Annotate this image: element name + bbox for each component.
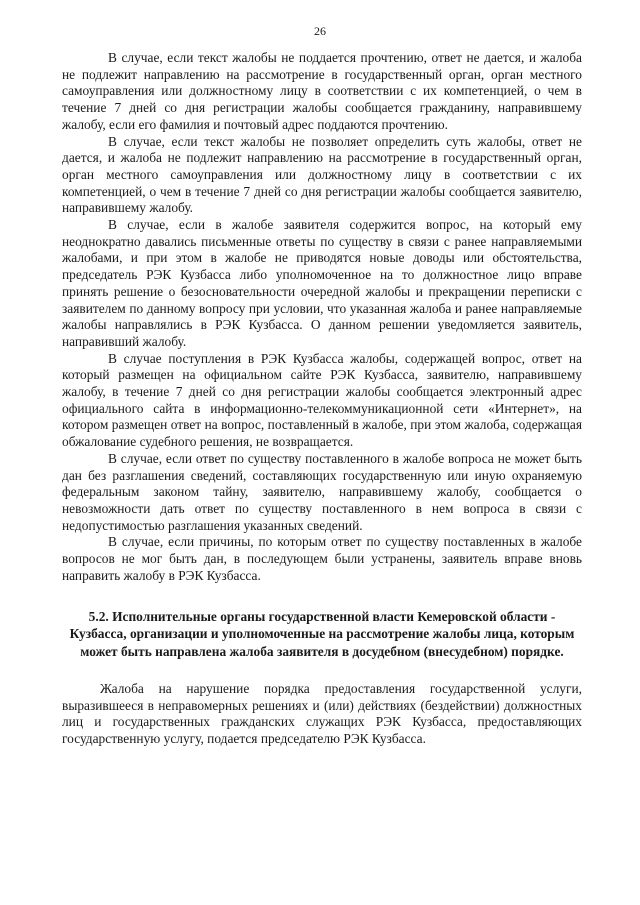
paragraph-secret-information: В случае, если ответ по существу поставленного в жалобе вопроса не может быть дан без разглашения сведений, составляющих государственную или иную охраняемую федеральным законом тайну, заявителю, направившему жалобу, сообщается о невозможности дать ответ по существу поставленного в нем вопроса в связи с недопустимостью разглашения указанных сведений. <box>62 450 582 533</box>
paragraph-undefined-essence: В случае, если текст жалобы не позволяет определить суть жалобы, ответ не дается, и жалоба не подлежит направлению на рассмотрение в государственный орган, орган местного самоуправления или должностному лицу в соответствии с их компетенцией, о чем в течение 7 дней со дня регистрации жалобы сообщается заявителю, направившему жалобу. <box>62 133 582 216</box>
section-heading: 5.2. Исполнительные органы государственной власти Кемеровской области - Кузбасса, организации и уполномоченные на рассмотрение жалобы лица, которым может быть направлена жалоба заявителя в досудебном (внесудебном) порядке. <box>69 608 575 659</box>
page-number: 26 <box>314 24 326 38</box>
paragraph-unreadable-text: В случае, если текст жалобы не поддается прочтению, ответ не дается, и жалоба не подлежит направлению на рассмотрение в государственный орган, орган местного самоуправления или должностному лицу в соответствии с их компетенцией, о чем в течение 7 дней со дня регистрации жалобы сообщается гражданину, направившему жалобу, если его фамилия и почтовый адрес поддаются прочтению. <box>62 50 582 132</box>
paragraph-reasons-eliminated: В случае, если причины, по которым ответ по существу поставленных в жалобе вопросов не мог быть дан, в последующем были устранены, заявитель вправе вновь направить жалобу в РЭК Кузбасса. <box>62 534 582 583</box>
paragraph-answer-on-website: В случае поступления в РЭК Кузбасса жалобы, содержащей вопрос, ответ на который размещен на официальном сайте РЭК Кузбасса, заявителю, направившему жалобу, в течение 7 дней со дня регистрации жалобы сообщается электронный адрес официального сайта в информационно-телекоммуникационной сети «Интернет», на котором размещен ответ на вопрос, поставленный в жалобе, при этом жалоба, содержащая обжалование судебного решения, не возвращается. <box>62 350 582 450</box>
document-body <box>62 50 582 748</box>
paragraph-repeated-question: В случае, если в жалобе заявителя содержится вопрос, на который ему неоднократно давались письменные ответы по существу в связи с ранее направляемыми жалобами, и при этом в жалобе не приводятся новые доводы или обстоятельства, председатель РЭК Кузбасса либо уполномоченное на то должностное лицо вправе принять решение о безосновательности очередной жалобы и прекращении переписки с заявителем по данному вопросу при условии, что указанная жалоба и ранее направляемые жалобы направлялись в РЭК Кузбасса. О данном решении уведомляется заявитель, направивший жалобу. <box>62 217 582 349</box>
paragraph-complaint-recipient: Жалоба на нарушение порядка предоставления государственной услуги, выразившееся в неправомерных решениях и (или) действиях (бездействии) должностных лиц и государственных гражданских служащих РЭК Кузбасса, предоставляющих государственную услугу, подается председателю РЭК Кузбасса. <box>62 681 582 747</box>
